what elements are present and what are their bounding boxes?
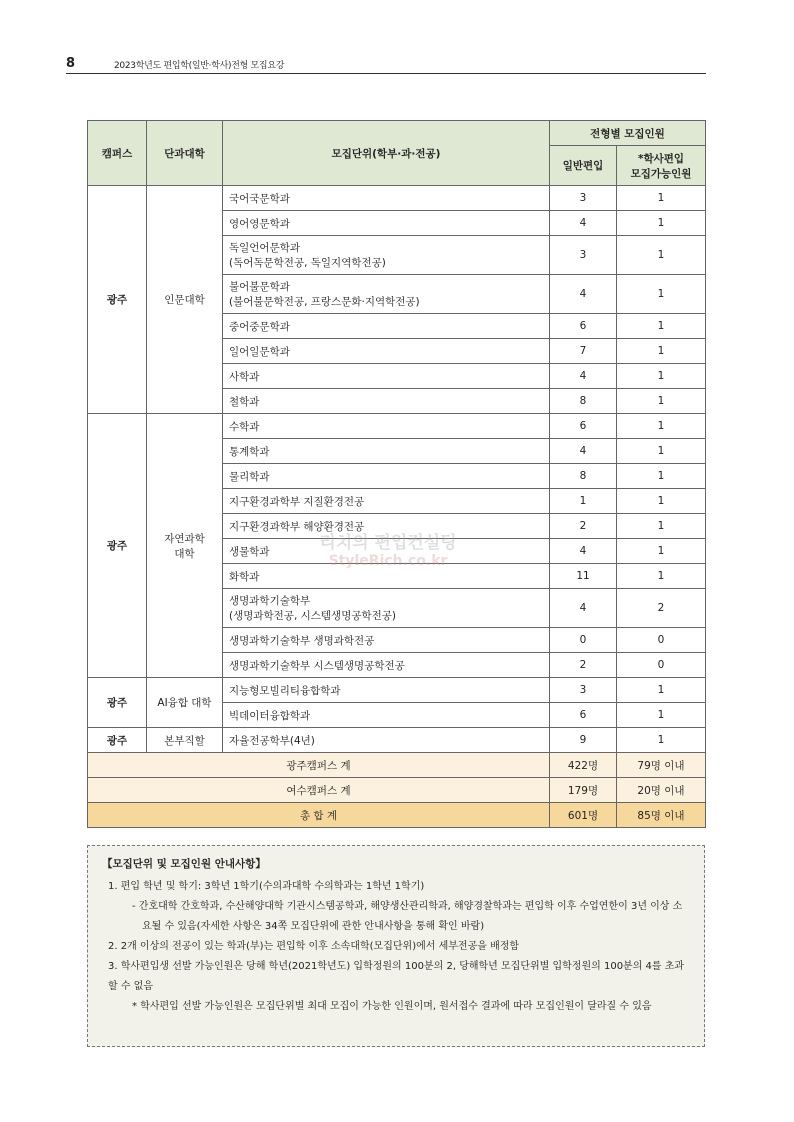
unit-cell: 생명과학기술학부 생명과학전공 bbox=[223, 628, 550, 653]
unit-cell bbox=[223, 589, 550, 628]
notice-item-2: 2. 2개 이상의 전공이 있는 학과(부)는 편입학 이후 소속대학(모집단위)에서 세부전공을 배정함 bbox=[108, 941, 520, 952]
unit-detail: (생명과학전공, 시스템생명공학전공) bbox=[229, 610, 397, 622]
general-cell: 3 bbox=[550, 186, 617, 211]
unit-cell: 사학과 bbox=[223, 364, 550, 389]
bachelor-cell: 1 bbox=[617, 236, 706, 275]
unit-name: 생명과학기술학부 bbox=[229, 595, 311, 607]
unit-cell bbox=[223, 275, 550, 314]
header-bachelor-line2: 모집가능인원 bbox=[630, 167, 692, 180]
college-cell: 본부직할 bbox=[147, 728, 223, 753]
unit-detail: (불어불문학전공, 프랑스문화·지역학전공) bbox=[229, 296, 420, 308]
quota-table bbox=[87, 120, 706, 828]
unit-name: 독일언어문학과 bbox=[229, 242, 301, 254]
unit-cell: 화학과 bbox=[223, 564, 550, 589]
general-cell: 2 bbox=[550, 653, 617, 678]
header-quota-group: 전형별 모집인원 bbox=[550, 121, 706, 146]
unit-cell: 일어일문학과 bbox=[223, 339, 550, 364]
unit-cell bbox=[223, 236, 550, 275]
header-unit: 모집단위(학부·과·전공) bbox=[223, 121, 550, 186]
notice-item-3: 3. 학사편입생 선발 가능인원은 당해 학년(2021학년도) 입학정원의 100분의 2, 당해학년 모집단위별 입학정원의 100분의 4를 초과할 수 없음 bbox=[108, 961, 685, 992]
page-number: 8 bbox=[66, 56, 76, 71]
notice-title: 【모집단위 및 모집인원 안내사항】 bbox=[102, 858, 266, 870]
general-cell: 4 bbox=[550, 589, 617, 628]
bachelor-cell: 1 bbox=[617, 703, 706, 728]
bachelor-cell: 0 bbox=[617, 628, 706, 653]
campus-cell: 광주 bbox=[88, 186, 147, 414]
general-cell: 4 bbox=[550, 211, 617, 236]
bachelor-cell: 1 bbox=[617, 211, 706, 236]
subtotal-general: 422명 bbox=[550, 753, 617, 778]
total-row bbox=[88, 803, 706, 828]
general-cell: 3 bbox=[550, 678, 617, 703]
bachelor-cell: 1 bbox=[617, 389, 706, 414]
general-cell: 0 bbox=[550, 628, 617, 653]
bachelor-cell: 1 bbox=[617, 275, 706, 314]
unit-cell: 수학과 bbox=[223, 414, 550, 439]
total-bachelor: 85명 이내 bbox=[617, 803, 706, 828]
campus-cell: 광주 bbox=[88, 678, 147, 728]
general-cell: 6 bbox=[550, 314, 617, 339]
unit-cell: 생명과학기술학부 시스템생명공학전공 bbox=[223, 653, 550, 678]
subtotal-row-yeosu bbox=[88, 778, 706, 803]
unit-cell: 지능형모빌리티융합학과 bbox=[223, 678, 550, 703]
bachelor-cell: 1 bbox=[617, 514, 706, 539]
unit-cell: 영어영문학과 bbox=[223, 211, 550, 236]
unit-cell: 지구환경과학부 해양환경전공 bbox=[223, 514, 550, 539]
general-cell: 1 bbox=[550, 489, 617, 514]
unit-cell: 철학과 bbox=[223, 389, 550, 414]
general-cell: 4 bbox=[550, 275, 617, 314]
campus-cell: 광주 bbox=[88, 414, 147, 678]
notice-item-1: 1. 편입 학년 및 학기: 3학년 1학기(수의과대학 수의학과는 1학년 1학기) bbox=[108, 881, 425, 892]
bachelor-cell: 1 bbox=[617, 186, 706, 211]
general-cell: 3 bbox=[550, 236, 617, 275]
college-cell: 인문대학 bbox=[147, 186, 223, 414]
subtotal-label: 여수캠퍼스 계 bbox=[88, 778, 550, 803]
bachelor-cell: 1 bbox=[617, 678, 706, 703]
unit-cell: 생물학과 bbox=[223, 539, 550, 564]
unit-cell: 지구환경과학부 지질환경전공 bbox=[223, 489, 550, 514]
header-bachelor bbox=[617, 146, 706, 186]
general-cell: 6 bbox=[550, 414, 617, 439]
table-row bbox=[88, 728, 706, 753]
subtotal-label: 광주캠퍼스 계 bbox=[88, 753, 550, 778]
unit-cell: 자율전공학부(4년) bbox=[223, 728, 550, 753]
unit-cell: 물리학과 bbox=[223, 464, 550, 489]
bachelor-cell: 1 bbox=[617, 489, 706, 514]
college-cell: AI융합 대학 bbox=[147, 678, 223, 728]
notice-item-1-sub: - 간호대학 간호학과, 수산해양대학 기관시스템공학과, 해양생산관리학과, 해양경찰학과는 편입학 이후 수업연한이 3년 이상 소요될 수 있음(자세한 사항은 34쪽 모집단위에 관한 안내사항을 통해 확인 바람) bbox=[132, 901, 683, 932]
college-cell bbox=[147, 414, 223, 678]
bachelor-cell: 1 bbox=[617, 728, 706, 753]
total-label: 총 합 계 bbox=[88, 803, 550, 828]
bachelor-cell: 1 bbox=[617, 564, 706, 589]
general-cell: 4 bbox=[550, 439, 617, 464]
campus-cell: 광주 bbox=[88, 728, 147, 753]
notice-item-3-sub: * 학사편입 선발 가능인원은 모집단위별 최대 모집이 가능한 인원이며, 원서접수 결과에 따라 모집인원이 달라질 수 있음 bbox=[132, 1001, 652, 1012]
general-cell: 8 bbox=[550, 464, 617, 489]
header-rule bbox=[66, 73, 706, 74]
header-bachelor-line1: *학사편입 bbox=[637, 152, 685, 165]
watermark-line1: 리치의 편입컨설팅 bbox=[319, 533, 457, 553]
general-cell: 4 bbox=[550, 364, 617, 389]
general-cell: 6 bbox=[550, 703, 617, 728]
general-cell: 7 bbox=[550, 339, 617, 364]
general-cell: 8 bbox=[550, 389, 617, 414]
bachelor-cell: 1 bbox=[617, 339, 706, 364]
bachelor-cell: 2 bbox=[617, 589, 706, 628]
page-header bbox=[66, 56, 706, 76]
unit-cell: 통계학과 bbox=[223, 439, 550, 464]
notice-box bbox=[87, 845, 705, 1047]
bachelor-cell: 1 bbox=[617, 539, 706, 564]
general-cell: 11 bbox=[550, 564, 617, 589]
bachelor-cell: 1 bbox=[617, 414, 706, 439]
subtotal-bachelor: 79명 이내 bbox=[617, 753, 706, 778]
bachelor-cell: 0 bbox=[617, 653, 706, 678]
subtotal-general: 179명 bbox=[550, 778, 617, 803]
table-row bbox=[88, 186, 706, 211]
bachelor-cell: 1 bbox=[617, 314, 706, 339]
table-row bbox=[88, 678, 706, 703]
unit-cell: 중어중문학과 bbox=[223, 314, 550, 339]
general-cell: 9 bbox=[550, 728, 617, 753]
subtotal-row-gwangju bbox=[88, 753, 706, 778]
header-title: 2023학년도 편입학(일반·학사)전형 모집요강 bbox=[114, 61, 285, 71]
bachelor-cell: 1 bbox=[617, 464, 706, 489]
watermark-line2: StyleRich.co.kr bbox=[328, 553, 448, 569]
subtotal-bachelor: 20명 이내 bbox=[617, 778, 706, 803]
header-college: 단과대학 bbox=[147, 121, 223, 186]
general-cell: 2 bbox=[550, 514, 617, 539]
unit-name: 불어불문학과 bbox=[229, 281, 290, 293]
bachelor-cell: 1 bbox=[617, 439, 706, 464]
unit-cell: 국어국문학과 bbox=[223, 186, 550, 211]
general-cell: 4 bbox=[550, 539, 617, 564]
college-line2: 대학 bbox=[174, 547, 195, 560]
unit-detail: (독어독문학전공, 독일지역학전공) bbox=[229, 257, 386, 269]
table-row bbox=[88, 414, 706, 439]
total-general: 601명 bbox=[550, 803, 617, 828]
bachelor-cell: 1 bbox=[617, 364, 706, 389]
header-campus: 캠퍼스 bbox=[88, 121, 147, 186]
header-general: 일반편입 bbox=[550, 146, 617, 186]
college-line1: 자연과학 bbox=[164, 532, 205, 545]
unit-cell: 빅데이터융합학과 bbox=[223, 703, 550, 728]
